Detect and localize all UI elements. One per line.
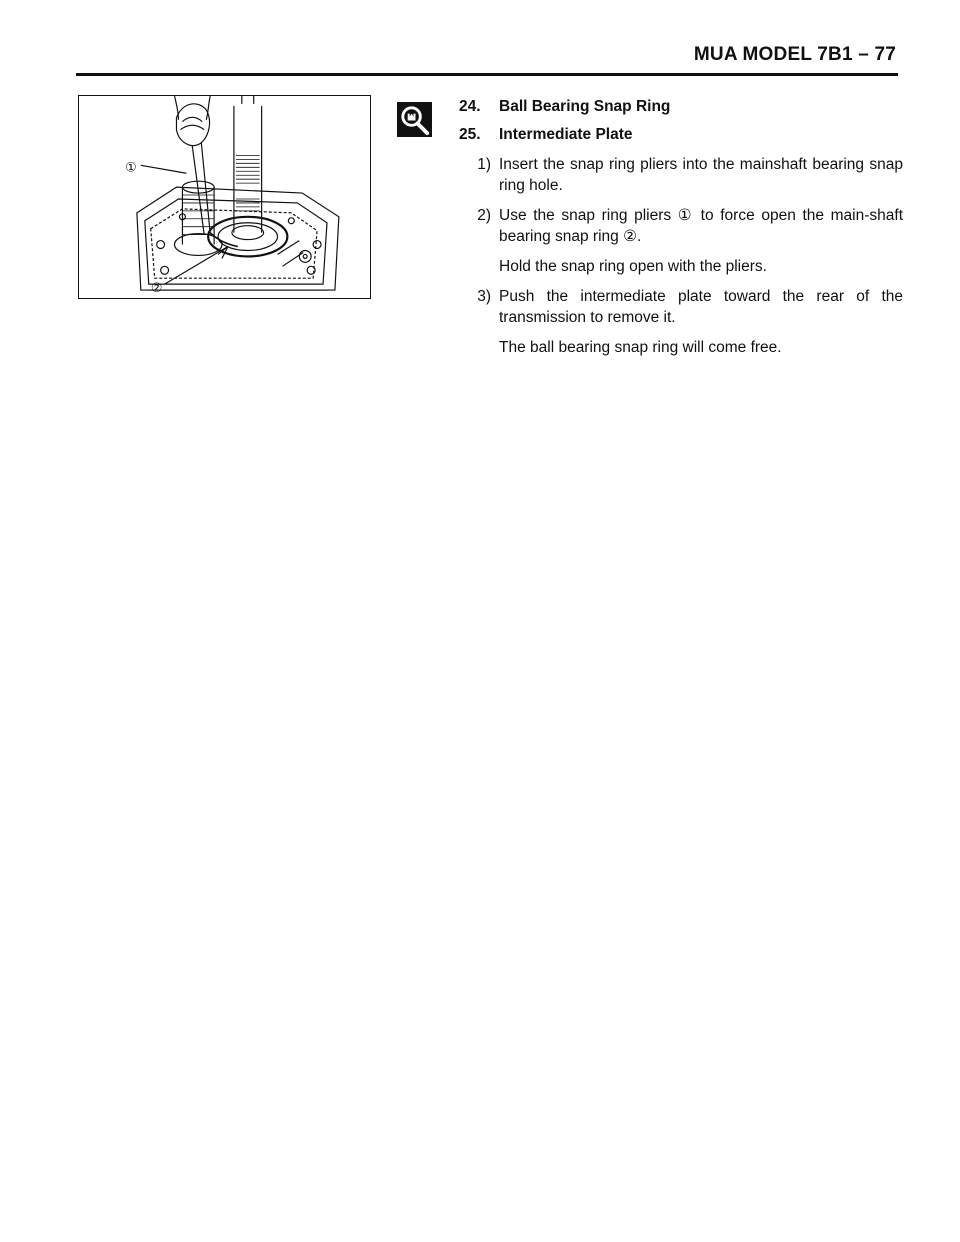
step-3 bbox=[459, 286, 903, 328]
step-number: 1) bbox=[477, 156, 491, 173]
heading-ball-bearing-snap-ring bbox=[459, 96, 903, 117]
heading-title: Ball Bearing Snap Ring bbox=[499, 98, 671, 115]
heading-title: Intermediate Plate bbox=[499, 126, 633, 143]
header-rule bbox=[76, 73, 898, 76]
removal-procedure-icon bbox=[397, 102, 432, 137]
heading-number: 24. bbox=[459, 98, 481, 115]
page-header: MUA MODEL 7B1 – 77 bbox=[693, 44, 896, 65]
callout-2: ② bbox=[150, 281, 163, 297]
callout-1: ① bbox=[125, 160, 137, 176]
heading-intermediate-plate bbox=[459, 124, 903, 145]
step-text: Use the snap ring pliers ① to force open the main-shaft bearing snap ring ②. bbox=[499, 207, 903, 245]
step-text: Insert the snap ring pliers into the mainshaft bearing snap ring hole. bbox=[499, 156, 903, 194]
step-2 bbox=[459, 205, 903, 247]
step-1 bbox=[459, 154, 903, 196]
step-number: 3) bbox=[477, 288, 491, 305]
step-text: Push the intermediate plate toward the rear of the transmission to remove it. bbox=[499, 288, 903, 326]
procedure-text bbox=[459, 96, 903, 358]
step-note: Hold the snap ring open with the pliers. bbox=[499, 258, 767, 275]
step-number: 2) bbox=[477, 207, 491, 224]
step-note: The ball bearing snap ring will come free. bbox=[499, 339, 782, 356]
illustration-removing-snap-ring bbox=[78, 95, 371, 299]
heading-number: 25. bbox=[459, 126, 481, 143]
